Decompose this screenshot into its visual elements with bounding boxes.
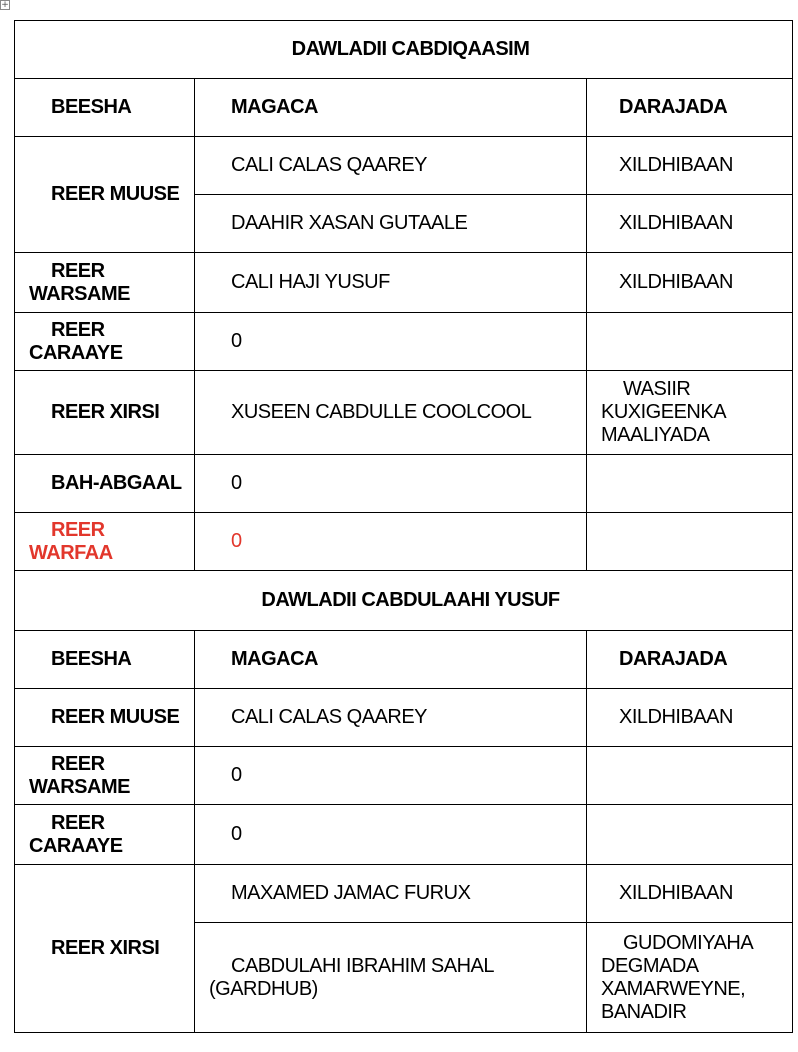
darajada-cell: XILDHIBAAN <box>587 865 793 923</box>
darajada-cell <box>587 313 793 371</box>
table-row-highlighted <box>15 513 793 571</box>
table-row <box>15 689 793 747</box>
document-table <box>14 20 793 1033</box>
header-magaca: MAGACA <box>195 79 587 137</box>
magaca-cell: CALI CALAS QAAREY <box>195 137 587 195</box>
magaca-cell: 0 <box>195 513 587 571</box>
table-row <box>15 805 793 865</box>
table-row <box>15 137 793 195</box>
darajada-cell: XILDHIBAAN <box>587 195 793 253</box>
magaca-cell: 0 <box>195 455 587 513</box>
magaca-cell: MAXAMED JAMAC FURUX <box>195 865 587 923</box>
header-darajada: DARAJADA <box>587 79 793 137</box>
beesha-cell: REER MUUSE <box>15 689 195 747</box>
header-darajada: DARAJADA <box>587 631 793 689</box>
beesha-cell: REER CARAAYE <box>15 805 195 865</box>
section-title-row <box>15 571 793 631</box>
section-title: DAWLADII CABDIQAASIM <box>15 21 793 79</box>
magaca-cell: CABDULAHI IBRAHIM SAHAL (GARDHUB) <box>195 923 587 1033</box>
header-row <box>15 79 793 137</box>
darajada-cell: XILDHIBAAN <box>587 137 793 195</box>
table-row <box>15 455 793 513</box>
beesha-cell: REER CARAAYE <box>15 313 195 371</box>
table-row <box>15 865 793 923</box>
table-row <box>15 371 793 455</box>
section-title: DAWLADII CABDULAAHI YUSUF <box>15 571 793 631</box>
table-row <box>15 313 793 371</box>
beesha-cell: REER WARSAME <box>15 747 195 805</box>
beesha-cell: REER XIRSI <box>15 865 195 1033</box>
beesha-cell: REER XIRSI <box>15 371 195 455</box>
header-beesha: BEESHA <box>15 79 195 137</box>
magaca-cell: 0 <box>195 805 587 865</box>
magaca-cell: XUSEEN CABDULLE COOLCOOL <box>195 371 587 455</box>
beesha-cell: REER MUUSE <box>15 137 195 253</box>
header-beesha: BEESHA <box>15 631 195 689</box>
magaca-cell: 0 <box>195 313 587 371</box>
beesha-cell: REER WARFAA <box>15 513 195 571</box>
table-row <box>15 253 793 313</box>
beesha-cell: BAH-ABGAAL <box>15 455 195 513</box>
darajada-cell: GUDOMIYAHA DEGMADA XAMARWEYNE, BANADIR <box>587 923 793 1033</box>
darajada-cell <box>587 513 793 571</box>
darajada-cell: XILDHIBAAN <box>587 253 793 313</box>
section-title-row <box>15 21 793 79</box>
header-row <box>15 631 793 689</box>
magaca-cell: CALI HAJI YUSUF <box>195 253 587 313</box>
header-magaca: MAGACA <box>195 631 587 689</box>
magaca-cell: DAAHIR XASAN GUTAALE <box>195 195 587 253</box>
darajada-cell <box>587 455 793 513</box>
darajada-cell <box>587 747 793 805</box>
table-row <box>15 747 793 805</box>
magaca-cell: 0 <box>195 747 587 805</box>
magaca-cell: CALI CALAS QAAREY <box>195 689 587 747</box>
darajada-cell: WASIIR KUXIGEENKA MAALIYADA <box>587 371 793 455</box>
table-move-handle-icon[interactable]: + <box>1 0 9 10</box>
darajada-cell: XILDHIBAAN <box>587 689 793 747</box>
darajada-cell <box>587 805 793 865</box>
beesha-cell: REER WARSAME <box>15 253 195 313</box>
